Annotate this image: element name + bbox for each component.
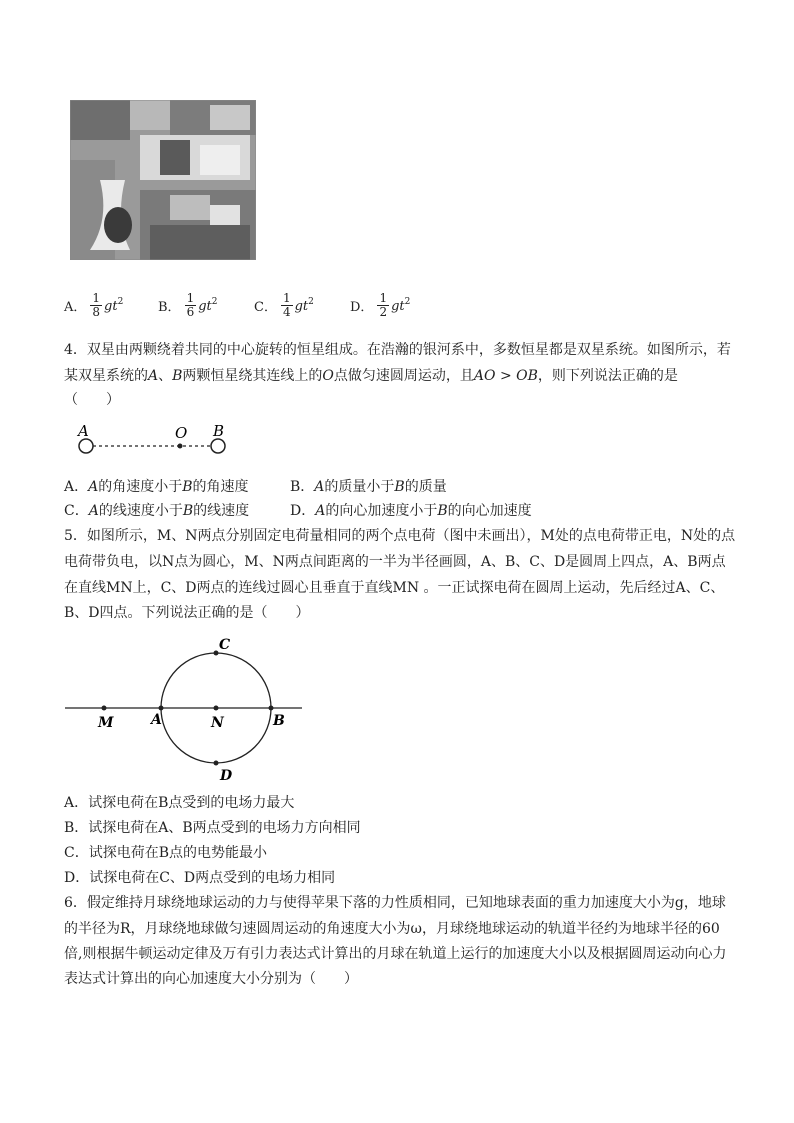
q3-option-a[interactable] xyxy=(64,292,123,319)
q4-option-c[interactable]: C．A的线速度小于B的线速度 xyxy=(64,503,250,519)
option-expression: $gt^2$ xyxy=(198,297,218,314)
label-d: D xyxy=(220,768,233,784)
q6-stem-line-3: 倍,则根据牛顿运动定律及万有引力表达式计算出的月球在轨道上运行的加速度大小以及根据圆周运动向心力 xyxy=(64,946,727,962)
point-b xyxy=(269,706,274,711)
question-photo xyxy=(70,100,256,260)
q4-option-b[interactable]: B．A的质量小于B的质量 xyxy=(290,479,447,495)
q5-stem-line-4: B、D四点。下列说法正确的是（ ） xyxy=(64,605,310,621)
q5-stem-line-1: 5．如图所示，M、N两点分别固定电荷量相同的两个点电荷（图中未画出），M处的点电荷带正电，N处的点 xyxy=(64,528,736,544)
fraction: $\frac{1}{2}$ xyxy=(379,291,388,319)
option-expression: $gt^2$ xyxy=(104,297,124,314)
option-letter: B． xyxy=(158,300,181,315)
label-c: C xyxy=(219,637,231,653)
q3-option-d[interactable] xyxy=(350,292,410,319)
label-a: A xyxy=(151,712,162,728)
q6-stem-line-1: 6．假定维持月球绕地球运动的力与使得苹果下落的力性质相同，已知地球表面的重力加速度大小为g，地球 xyxy=(64,895,726,911)
option-expression: $gt^2$ xyxy=(294,297,314,314)
star-a-circle xyxy=(79,439,93,453)
q3-option-b[interactable] xyxy=(158,292,217,319)
double-star-diagram xyxy=(64,420,244,460)
label-m: M xyxy=(98,715,114,731)
point-a xyxy=(159,706,164,711)
label-b: B xyxy=(273,713,285,729)
q4-option-d[interactable]: D．A的向心加速度小于B的向心加速度 xyxy=(290,503,532,519)
option-letter: C． xyxy=(254,300,277,315)
q3-option-c[interactable] xyxy=(254,292,314,319)
q6-stem-line-2: 的半径为R，月球绕地球做匀速圆周运动的角速度大小为ω，月球绕地球运动的轨道半径约为地球半径的60 xyxy=(64,921,720,937)
q4-stem-line-1: 4．双星由两颗绕着共同的中心旋转的恒星组成。在浩瀚的银河系中，多数恒星都是双星系统。如图所示，若 xyxy=(64,342,731,358)
label-o: O xyxy=(175,424,188,442)
q5-option-a[interactable]: A．试探电荷在B点受到的电场力最大 xyxy=(64,795,295,811)
q4-answer-blank: （ ） xyxy=(64,392,120,408)
q5-option-c[interactable]: C．试探电荷在B点的电势能最小 xyxy=(64,845,267,861)
option-letter: A． xyxy=(64,300,87,315)
q5-option-b[interactable]: B．试探电荷在A、B两点受到的电场力方向相同 xyxy=(64,820,361,836)
label-a: A xyxy=(78,422,89,440)
star-b-circle xyxy=(211,439,225,453)
q5-stem-line-2: 电荷带负电，以N点为圆心，M、N两点间距离的一半为半径画圆，A、B、C、D是圆周上四点，A、B两点 xyxy=(64,554,726,570)
label-b: B xyxy=(213,422,225,440)
fraction: $\frac{1}{8}$ xyxy=(92,291,101,319)
q4-option-a[interactable]: A．A的角速度小于B的角速度 xyxy=(64,479,249,495)
point-n xyxy=(214,706,219,711)
fraction: $\frac{1}{4}$ xyxy=(282,291,291,319)
charge-circle-diagram xyxy=(60,632,310,787)
label-n: N xyxy=(211,715,224,731)
q5-option-d[interactable]: D．试探电荷在C、D两点受到的电场力相同 xyxy=(64,870,336,886)
q6-stem-line-4: 表达式计算出的向心加速度大小分别为（ ） xyxy=(64,971,358,987)
point-d xyxy=(214,761,219,766)
fraction: $\frac{1}{6}$ xyxy=(186,291,195,319)
center-point-o xyxy=(178,444,183,449)
point-c xyxy=(214,651,219,656)
point-m xyxy=(102,706,107,711)
q5-stem-line-3: 在直线MN上，C、D两点的连线过圆心且垂直于直线MN 。一正试探电荷在圆周上运动，先后经过A、C、 xyxy=(64,580,725,596)
option-letter: D． xyxy=(350,300,374,315)
option-expression: $gt^2$ xyxy=(391,297,411,314)
q4-stem-line-2: 某双星系统的A、B两颗恒星绕其连线上的O点做匀速圆周运动，且AO > OB，则下列说法正确的是 xyxy=(64,368,678,384)
